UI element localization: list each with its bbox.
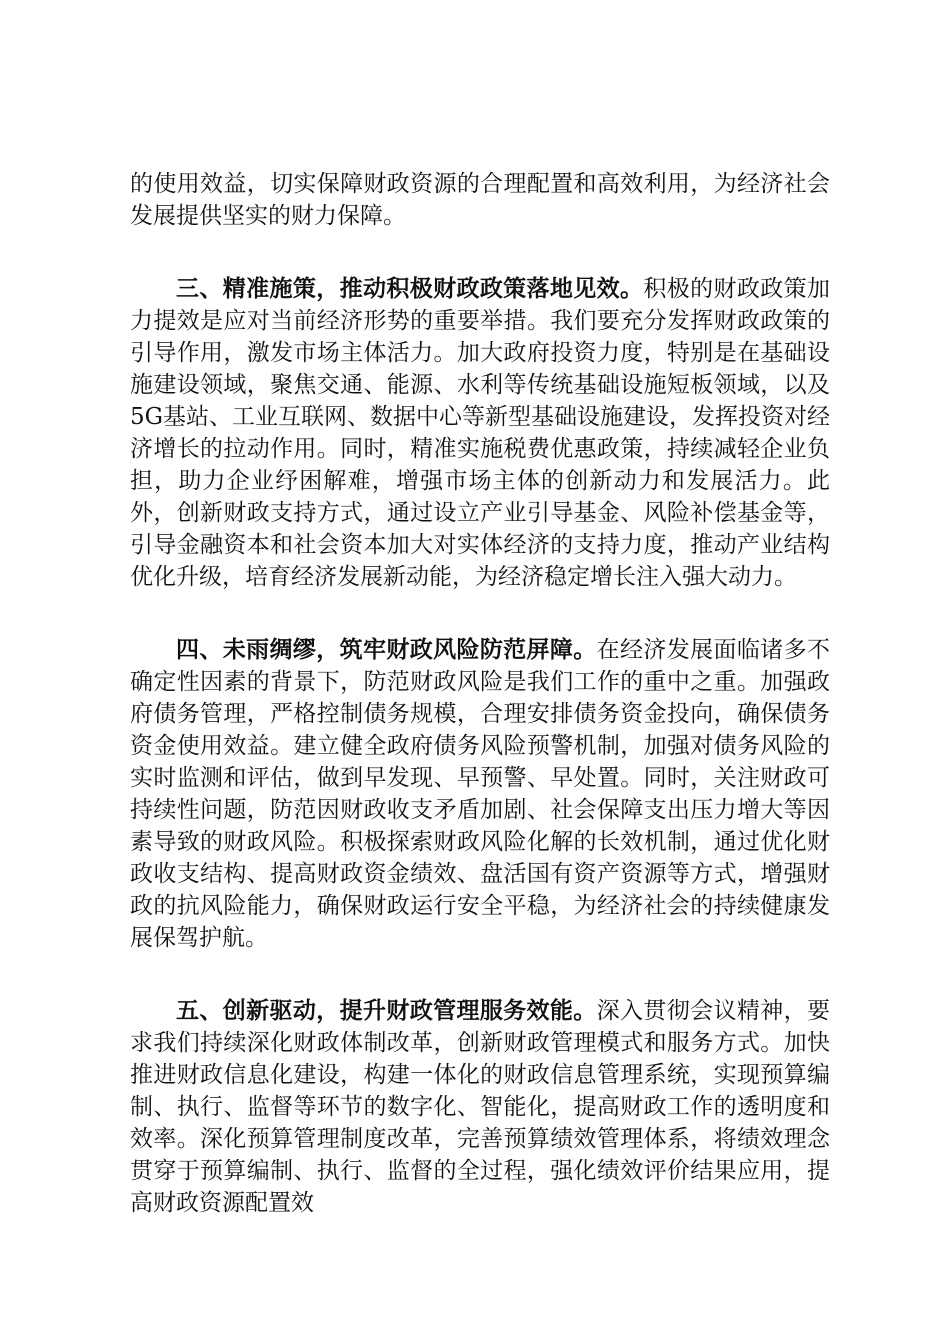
section-heading: 三、精准施策，推动积极财政政策落地见效。 (176, 275, 644, 302)
paragraph-body: 积极的财政政策加力提效是应对当前经济形势的重要举措。我们要充分发挥财政政策的引导作用，激发市场主体活力。加大政府投资力度，特别是在基础设施建设领域，聚焦交通、能源、水利等传统基础设施短板领域，以及5G基站、工业互联网、数据中心等新型基础设施建设，发挥投资对经济增长的拉动作用。同时，精准实施税费优惠政策，持续减轻企业负担，助力企业纾困解难，增强市场主体的创新动力和发展活力。此外，创新财政支持方式，通过设立产业引导基金、风险补偿基金等，引导金融资本和社会资本加大对实体经济的支持力度，推动产业结构优化升级，培育经济发展新动能，为经济稳定增长注入强大动力。 (130, 276, 831, 590)
paragraph-section-five (130, 995, 830, 1219)
paragraph-body: 的使用效益，切实保障财政资源的合理配置和高效利用，为经济社会发展提供坚实的财力保障。 (130, 171, 830, 229)
paragraph-body: 深入贯彻会议精神，要求我们持续深化财政体制改革，创新财政管理模式和服务方式。加快推进财政信息化建设，构建一体化的财政信息管理系统，实现预算编制、执行、监督等环节的数字化、智能化，提高财政工作的透明度和效率。深化预算管理制度改革，完善预算绩效管理体系，将绩效理念贯穿于预算编制、执行、监督的全过程，强化绩效评价结果应用，提高财政资源配置效 (130, 998, 831, 1216)
section-heading: 五、创新驱动，提升财政管理服务效能。 (176, 997, 597, 1024)
paragraph-body: 在经济发展面临诸多不确定性因素的背景下，防范财政风险是我们工作的重中之重。加强政府债务管理，严格控制债务规模，合理安排债务资金投向，确保债务资金使用效益。建立健全政府债务风险预警机制，加强对债务风险的实时监测和评估，做到早发现、早预警、早处置。同时，关注财政可持续性问题，防范因财政收支矛盾加剧、社会保障支出压力增大等因素导致的财政风险。积极探索财政风险化解的长效机制，通过优化财政收支结构、提高财政资金绩效、盘活国有资产资源等方式，增强财政的抗风险能力，确保财政运行安全平稳，为经济社会的持续健康发展保驾护航。 (130, 637, 831, 951)
paragraph-continuation (130, 168, 830, 232)
document-page (130, 168, 830, 1260)
section-heading: 四、未雨绸缪，筑牢财政风险防范屏障。 (176, 636, 597, 663)
paragraph-section-four (130, 634, 830, 954)
paragraph-section-three (130, 273, 830, 593)
